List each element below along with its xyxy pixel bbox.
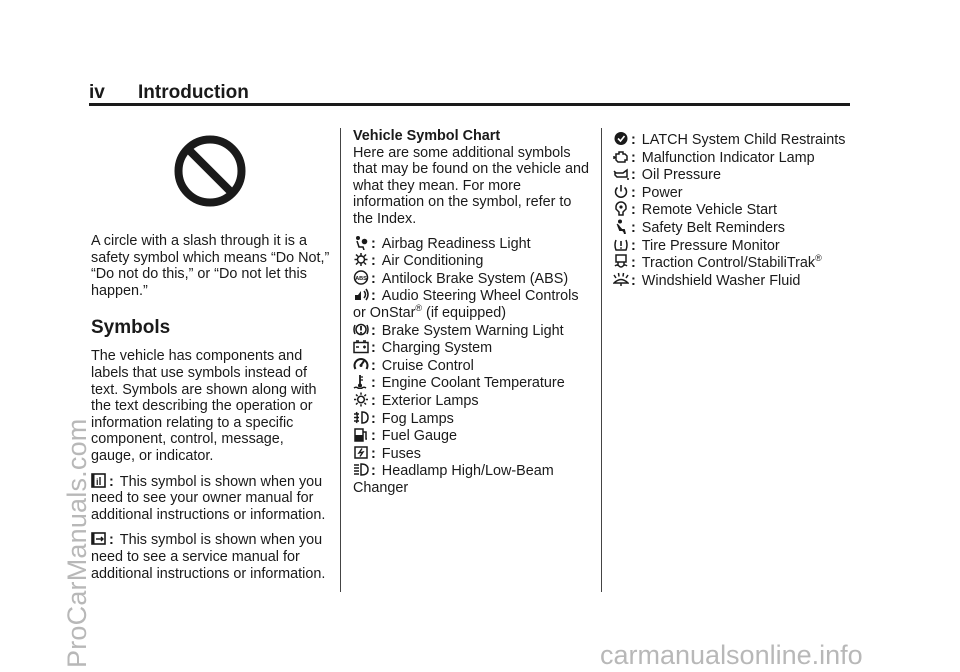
symbol-label: Malfunction Indicator Lamp bbox=[641, 149, 815, 166]
svg-text:ABS: ABS bbox=[355, 275, 367, 282]
air-conditioning-icon bbox=[353, 252, 369, 267]
symbol-label: Power bbox=[641, 184, 683, 201]
column-divider-1 bbox=[340, 128, 341, 592]
symbol-item: : Tire Pressure Monitor bbox=[613, 237, 848, 255]
svg-text:i: i bbox=[96, 476, 99, 487]
symbol-label: Oil Pressure bbox=[641, 167, 721, 184]
headlamp-icon bbox=[353, 462, 369, 477]
symbol-item: : Air Conditioning bbox=[353, 252, 593, 270]
symbol-label: Remote Vehicle Start bbox=[641, 202, 777, 219]
owner-manual-icon bbox=[91, 473, 107, 488]
symbol-label: Cruise Control bbox=[381, 357, 474, 374]
column-3 bbox=[613, 131, 848, 289]
symbol-label: Charging System bbox=[381, 340, 493, 357]
audio-steering-icon bbox=[353, 287, 369, 302]
fuses-icon bbox=[353, 445, 369, 460]
symbol-label: Fog Lamps bbox=[381, 410, 454, 427]
symbol-item: : Safety Belt Reminders bbox=[613, 219, 848, 237]
symbol-item: : Fuel Gauge bbox=[353, 427, 593, 445]
symbol-item: : Exterior Lamps bbox=[353, 392, 593, 410]
coolant-temperature-icon bbox=[353, 374, 369, 389]
symbol-item: : Engine Coolant Temperature bbox=[353, 374, 593, 392]
engine-icon bbox=[613, 149, 629, 164]
abs-icon bbox=[353, 270, 369, 285]
service-manual-icon bbox=[91, 531, 107, 546]
service-manual-text: This symbol is shown when you need to see a service manual for additional instructions or information. bbox=[91, 532, 326, 582]
washer-fluid-icon bbox=[613, 272, 629, 287]
traction-control-icon bbox=[613, 254, 629, 269]
symbol-item: : Power bbox=[613, 184, 848, 202]
symbol-chart-intro: Here are some additional symbols that may be found on the vehicle and what they mean. For more information on the symbol, refer to the Index. bbox=[353, 144, 590, 227]
symbol-list-3 bbox=[613, 131, 848, 289]
watermark-bottom: carmanualsonline.info bbox=[600, 640, 863, 670]
symbol-label: Traction Control/StabiliTrak bbox=[641, 255, 816, 272]
symbol-item: : Audio Steering Wheel Controls or OnStar® (if equipped) bbox=[353, 288, 579, 321]
symbol-item: : Malfunction Indicator Lamp bbox=[613, 149, 848, 167]
power-icon bbox=[613, 184, 629, 199]
symbol-item: : Charging System bbox=[353, 339, 593, 357]
service-manual-item: : This symbol is shown when you need to see a service manual for additional instructions or information. bbox=[91, 532, 326, 582]
exterior-lamps-icon bbox=[353, 392, 369, 407]
symbol-item: : Fog Lamps bbox=[353, 410, 593, 428]
symbol-label: Brake System Warning Light bbox=[381, 322, 564, 339]
symbol-list-2 bbox=[353, 235, 593, 497]
airbag-icon bbox=[353, 235, 369, 250]
symbol-chart-heading: Vehicle Symbol Chart bbox=[353, 128, 501, 144]
registered-mark: ® bbox=[815, 253, 822, 264]
symbol-item: ABS : Antilock Brake System (ABS) bbox=[353, 270, 593, 288]
column-1 bbox=[91, 134, 331, 590]
cruise-control-icon bbox=[353, 357, 369, 372]
page-number: iv bbox=[89, 82, 105, 103]
symbols-heading: Symbols bbox=[91, 317, 171, 339]
fuel-gauge-icon bbox=[353, 427, 369, 442]
symbol-label: Fuses bbox=[381, 445, 421, 462]
symbol-label: Tire Pressure Monitor bbox=[641, 237, 780, 254]
no-symbol-icon bbox=[173, 134, 247, 208]
symbol-label: Safety Belt Reminders bbox=[641, 219, 785, 236]
symbol-label: Windshield Washer Fluid bbox=[641, 272, 801, 289]
page-header bbox=[89, 80, 850, 106]
no-symbol-text: A circle with a slash through it is a safety symbol which means “Do Not,” “Do not do this,” or “Do not let this happen.” bbox=[91, 233, 330, 299]
symbol-item: : Remote Vehicle Start bbox=[613, 201, 848, 219]
latch-icon bbox=[613, 131, 629, 146]
remote-start-icon bbox=[613, 201, 629, 216]
oil-pressure-icon bbox=[613, 166, 629, 181]
symbol-label: Engine Coolant Temperature bbox=[381, 375, 565, 392]
symbol-label: Air Conditioning bbox=[381, 253, 484, 270]
symbol-suffix: (if equipped) bbox=[422, 304, 507, 321]
page-title: Introduction bbox=[138, 82, 249, 103]
symbols-text: The vehicle has components and labels that use symbols instead of text. Symbols are shown along with the text describing the operation or information relating to a specific component, control, message, gauge, or indicator. bbox=[91, 348, 317, 464]
registered-mark: ® bbox=[415, 303, 423, 314]
symbol-label: Headlamp High/Low-Beam Changer bbox=[353, 463, 554, 496]
symbol-item: : LATCH System Child Restraints bbox=[613, 131, 848, 149]
brake-warning-icon bbox=[353, 322, 369, 337]
battery-icon bbox=[353, 339, 369, 354]
symbol-label: LATCH System Child Restraints bbox=[641, 132, 846, 148]
owner-manual-text: This symbol is shown when you need to see your owner manual for additional instructions or information. bbox=[91, 473, 326, 523]
watermark-vertical: ProCarManuals.com bbox=[62, 418, 92, 668]
symbol-item: : Airbag Readiness Light bbox=[353, 235, 593, 253]
column-2 bbox=[353, 128, 593, 496]
symbol-item: : Cruise Control bbox=[353, 357, 593, 375]
column-divider-2 bbox=[601, 128, 602, 592]
symbol-item: : Traction Control/StabiliTrak® bbox=[613, 254, 848, 272]
owner-manual-item: i : This symbol is shown when you need to see your owner manual for additional instructions or information. bbox=[91, 473, 326, 523]
symbol-label: Exterior Lamps bbox=[381, 392, 479, 409]
symbol-item: : Oil Pressure bbox=[613, 166, 848, 184]
symbol-item: : Fuses bbox=[353, 445, 593, 463]
tire-pressure-icon bbox=[613, 237, 629, 252]
symbol-label: Antilock Brake System (ABS) bbox=[381, 270, 569, 287]
symbol-item: : Brake System Warning Light bbox=[353, 322, 593, 340]
seatbelt-icon bbox=[613, 219, 629, 234]
symbol-label: Airbag Readiness Light bbox=[381, 235, 531, 252]
symbol-item: : Headlamp High/Low-Beam Changer bbox=[353, 463, 554, 496]
fog-lamps-icon bbox=[353, 410, 369, 425]
header-rule bbox=[89, 103, 850, 106]
symbol-label: Audio Steering Wheel Controls or OnStar bbox=[353, 288, 579, 321]
symbol-label: Fuel Gauge bbox=[381, 428, 457, 445]
symbol-item: : Windshield Washer Fluid bbox=[613, 272, 848, 290]
